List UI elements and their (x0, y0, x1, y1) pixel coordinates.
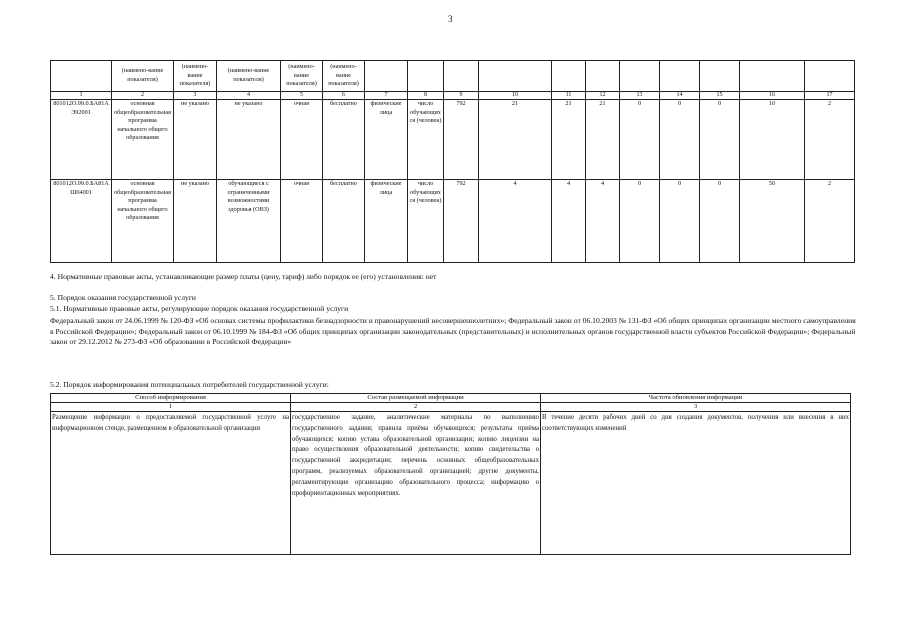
table-cell: 10 (740, 100, 805, 180)
table-row (51, 100, 855, 180)
section-5-title: 5. Порядок оказания государственной услуги (50, 293, 196, 302)
table-cell: очная (281, 180, 323, 263)
header-cell (51, 61, 112, 92)
table-cell: В течение десяти рабочих дней со дня создания документов, получения или внесения в них соответствующих изменений (541, 412, 851, 555)
table-cell: не указано (174, 100, 217, 180)
section-5-1-title: 5.1. Нормативные правовые акты, регулирующие порядок оказания государственной услуги (50, 304, 349, 313)
column-number: 1 (51, 92, 112, 100)
column-number: 4 (217, 92, 281, 100)
column-number: 13 (620, 92, 660, 100)
table-cell: 0 (660, 100, 700, 180)
section-5-1-text: Федеральный закон от 24.06.1999 № 120-ФЗ «Об основах системы профилактики безнадзорности и правонарушений несовершеннолетних»; Федеральный закон от 06.10.2003 № 131-ФЗ «Об общих принципах организации местного самоуправления в Российской Федерации»; Федеральный закон от 06.10.1999 № 184-ФЗ «Об общих принципах организации законодательных (представительных) и исполнительных органов государственной власти субъектов Российской Федерации»; Федеральный закон от 29.12.2012 № 273-ФЗ «Об образовании в Российской Федерации» (50, 316, 856, 347)
column-number: 6 (323, 92, 365, 100)
table-cell: 801012О.99.0.БА81АЭ92001 (51, 100, 112, 180)
table-cell: число обучающихся (человек) (408, 100, 444, 180)
indicators-number-row (51, 92, 855, 100)
table-cell: 4 (552, 180, 586, 263)
informing-header-row (51, 394, 851, 403)
table-cell: бесплатно (323, 100, 365, 180)
table-cell: 2 (805, 100, 855, 180)
table-cell: 0 (700, 100, 740, 180)
header-cell (620, 61, 660, 92)
table-cell: 50 (740, 180, 805, 263)
column-number: 3 (541, 403, 851, 412)
header-cell: (наимено-вание показателя) (323, 61, 365, 92)
header-cell (700, 61, 740, 92)
header-cell (740, 61, 805, 92)
column-number: 5 (281, 92, 323, 100)
column-number: 2 (291, 403, 541, 412)
header-cell (586, 61, 620, 92)
section-5-2-title: 5.2. Порядок информирования потенциальных потребителей государственной услуги: (50, 380, 329, 389)
table-cell: число обучающихся (человек) (408, 180, 444, 263)
header-cell: (наимено-вание показателя) (174, 61, 217, 92)
table-cell: основная общеобразовательная программа начального общего образования (112, 180, 174, 263)
indicators-table (50, 60, 855, 263)
table-cell: 792 (444, 180, 479, 263)
table-cell: 21 (479, 100, 552, 180)
table-cell: Размещение информации о предоставляемой государственной услуге на информационном стенде, размещенном в образовательной организации (51, 412, 291, 555)
table-cell: 2 (805, 180, 855, 263)
table-cell: 0 (620, 180, 660, 263)
table-cell: 0 (700, 180, 740, 263)
header-cell (479, 61, 552, 92)
column-number: 17 (805, 92, 855, 100)
table-cell: основная общеобразовательная программа начального общего образования (112, 100, 174, 180)
column-number: 12 (586, 92, 620, 100)
section-4-text: 4. Нормативные правовые акты, устанавливающие размер платы (цену, тариф) либо порядок ее (его) установления: нет (50, 272, 437, 281)
table-cell: 4 (586, 180, 620, 263)
table-cell: очная (281, 100, 323, 180)
table-cell: физические лица (365, 100, 408, 180)
table-cell: бесплатно (323, 180, 365, 263)
header-cell: (наимено-вание показателя) (281, 61, 323, 92)
header-cell (552, 61, 586, 92)
header-cell: Состав размещаемой информации (291, 394, 541, 403)
column-number: 8 (408, 92, 444, 100)
table-cell: 0 (620, 100, 660, 180)
column-number: 2 (112, 92, 174, 100)
table-cell: государственное задание, аналитические материалы по выполнению государственного задания; правила приёма обучающихся; результаты приёма обучающихся; копию устава образовательной организации; копию лицензии на право осуществления образовательной деятельности; копию свидетельства о государственной аккредитации; перечень основных общеобразовательных программ, реализуемых образовательной организацией; другие документы, регламентирующие организацию образовательного процесса; информацию о профориентационных мероприятиях. (291, 412, 541, 555)
column-number: 3 (174, 92, 217, 100)
header-cell (365, 61, 408, 92)
column-number: 16 (740, 92, 805, 100)
column-number: 11 (552, 92, 586, 100)
table-cell: 21 (552, 100, 586, 180)
table-cell: 4 (479, 180, 552, 263)
indicators-header-row (51, 61, 855, 92)
table-cell: 792 (444, 100, 479, 180)
informing-table (50, 393, 851, 555)
table-row (51, 412, 851, 555)
table-cell: не указано (174, 180, 217, 263)
page-number: 3 (448, 14, 453, 24)
table-cell: 0 (660, 180, 700, 263)
column-number: 9 (444, 92, 479, 100)
header-cell (805, 61, 855, 92)
header-cell: (наимено-вание показателя) (112, 61, 174, 92)
header-cell: (наимено-вание показателя) (217, 61, 281, 92)
table-row (51, 180, 855, 263)
header-cell (444, 61, 479, 92)
table-cell: физические лица (365, 180, 408, 263)
column-number: 10 (479, 92, 552, 100)
informing-number-row (51, 403, 851, 412)
header-cell: Частота обновления информации (541, 394, 851, 403)
table-cell: не указано (217, 100, 281, 180)
header-cell (660, 61, 700, 92)
column-number: 15 (700, 92, 740, 100)
table-cell: 21 (586, 100, 620, 180)
column-number: 14 (660, 92, 700, 100)
table-cell: обучающиеся с ограниченными возможностями здоровья (ОВЗ) (217, 180, 281, 263)
column-number: 1 (51, 403, 291, 412)
table-cell: 801012О.99.0.БА81АШ04001 (51, 180, 112, 263)
header-cell (408, 61, 444, 92)
column-number: 7 (365, 92, 408, 100)
header-cell: Способ информирования (51, 394, 291, 403)
